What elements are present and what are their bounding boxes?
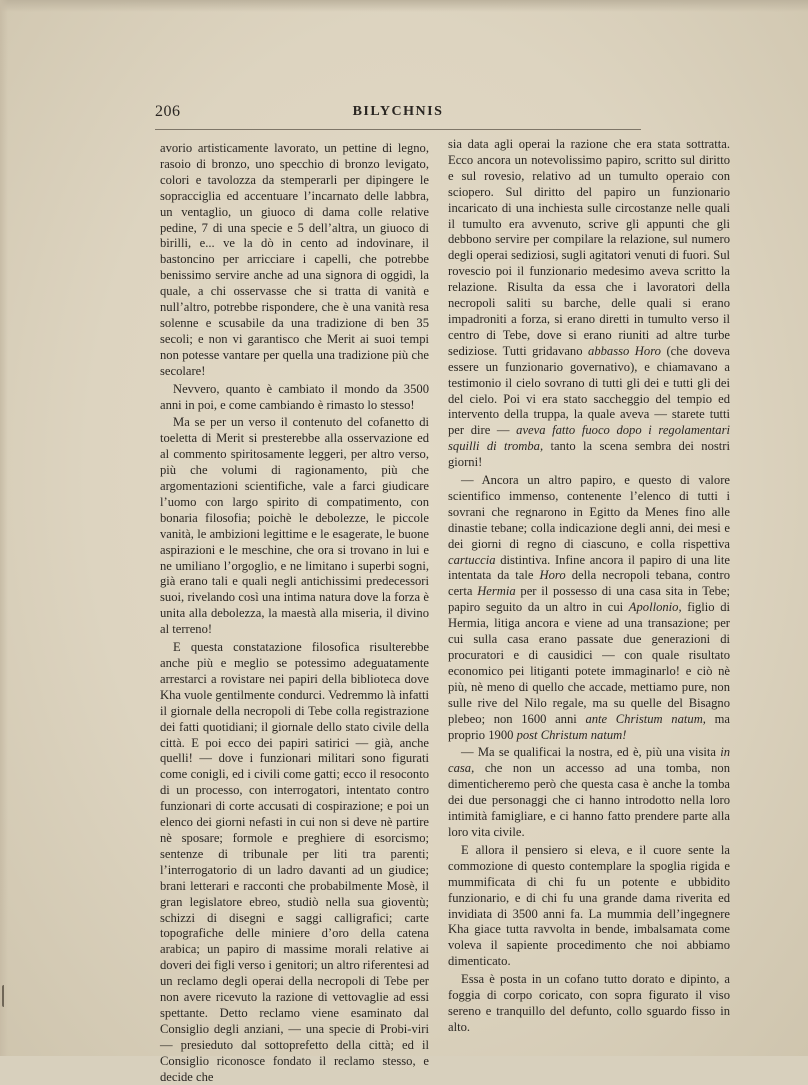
right-paragraph — [448, 972, 730, 1036]
binding-mark — [2, 985, 7, 1007]
text-run: per il possesso di una casa sita in Tebe; papiro seguito da un altro in cui — [448, 584, 730, 615]
text-run: Nevvero, quanto è cambiato il mondo da 3500 anni in poi, e come cambiando è rimasto lo stesso! — [160, 381, 429, 412]
text-run: E allora il pensiero si eleva, e il cuore sente la commozione di questo contemplare la spoglia rigida e mummificata di chi fu un potente e ubbidito funzionario, e di chi fu una grande dama riverita ed invidiata di 3500 anni fa. La mummia dell’ingegnere Kha giace tutta ravvolta in bende, imbalsamata come voleva il sapiente procedimento che noi abbiamo dimenticato. — [448, 842, 730, 969]
text-run: Essa è posta in un cofano tutto dorato e dipinto, a foggia di corpo coricato, con sopra figurato il viso sereno e tranquillo del defunto, collo sguardo fisso in alto. — [448, 972, 730, 1034]
italic-text: abbasso Horo — [588, 343, 661, 358]
page-top-edge — [0, 0, 808, 12]
text-run: avorio artisticamente lavorato, un pettine di legno, rasoio di bronzo, uno specchio di bronzo levigato, colori e tavolozza da stemperarli per dipingere le sopracciglia ed accentuare l’incarnato delle labbra, un ventaglio, un giuoco di dama colle relative pedine, 7 di una specie e 5 dell’altra, un giuoco di birilli, e... ve la dò in cento ad indovinare, il bastoncino per arricciare i capelli, che potrebbe benissimo servire anche ad una signora di oggidì, la quale, a chi osservasse che si tratta di vanità e null’altro, potrebbe rispondere, che è una vanità resa solenne e scusabile da una tradizione di ben 35 secoli; e non vi garantisco che Merit ai suoi tempi non potesse vantare per quella una tradizione più che secolare! — [160, 141, 429, 378]
text-run: tanto la scena sembra dei nostri giorni! — [448, 439, 730, 470]
text-run: che non un accesso ad una tomba, non dimenticheremo però che questa casa è anche la tomba dei due personaggi che ci hanno introdotto nella loro intimità famigliare, e ci hanno fatto prendere parte alla loro vita civile. — [448, 761, 730, 839]
running-header — [155, 103, 641, 130]
text-run: distintiva. Infine ancora il papiro di una lite intentata da tale — [448, 552, 730, 583]
right-paragraph — [448, 745, 730, 840]
text-run: Ma se per un verso il contenuto del cofanetto di toeletta di Merit si presterebbe alla osservazione ed al commento spiritosamente leggeri, per altro verso, più che volumi di ragionamento, più che argomentazioni scientifiche, vale a farci giudicare l’uomo con largo spirito di compatimento, con bonaria filosofia; poichè le debolezze, le piccole vanità, le ambizioni legittime e le esagerate, le buone aspirazioni e le meschine, che ora si trovano in lui e ne umiliano l’orgoglio, e ne limitano i superbi sogni, già erano tali e quali negli antichissimi predecessori suoi, rivelando così una intima natura dove la forza è unita alla debolezza, la maestà alla miseria, il divino al terreno! — [160, 415, 429, 637]
left-paragraph — [160, 415, 429, 638]
page-left-edge — [0, 0, 8, 1056]
text-run: sia data agli operai la razione che era stata sottratta. Ecco ancora un notevolissimo papiro, scritto sul diritto e sul rovesio, relativo ad un tumulto operaio con sciopero. Sul diritto del papiro un funzionario incaricato di una inchiesta sulle circostanze nelle quali il tumulto era avvenuto, scrive gli appunti che gli debbono servire per compilare la relazione, sul numero degli operai sediziosi, sugli agitatori venuti di fuori. Sul rovescio poi il funzionario medesimo aveva scritto la relazione. Risulta da essa che i lavoratori della necropoli saliti su barche, delle quali si erano impadroniti a forza, si erano diretti in tumulto verso il centro di Tebe, dove si erano riuniti ad altre turbe sediziose. Tutti gridavano — [448, 137, 730, 358]
right-paragraph — [448, 473, 730, 743]
right-paragraph — [448, 137, 730, 471]
italic-text: in casa, — [448, 745, 730, 776]
text-run: E questa constatazione filosofica risulterebbe anche più e meglio se potessimo adeguatamente arrestarci a rovistare nei papiri della biblioteca dove Kha vuole gentilmente condurci. Vedremmo là infatti il giornale della necropoli di Tebe colla registrazione dei fatti quotidiani; il giornale dello stato civile della città. E poi ecco dei papiri satirici — già, anche quelli! — dove i funzionari militari sono figurati come conigli, ed i civili come gatti; ecco il resoconto di un processo, con interrogatori, intentato contro funzionari di corte accusati di cospirazione; e poi un elenco dei giorni nefasti in cui non si deve nè partire nè sposare; formole e preghiere di esorcismo; sentenze di tribunale per liti tra parenti; l’interrogatorio di un ladro davanti ad un giudice; brani letterari e racconti che probabilmente Mosè, il gran legislatore ebreo, studiò nella sua gioventù; schizzi di disegni e saggi calligrafici; carte topografiche delle miniere d’oro della catena arabica; un papiro di massime morali relative ai doveri dei figli verso i genitori; un altro riferentesi ad un reclamo degli operai della necropoli di Tebe per non avere ricevuto la razione di vettovaglie ad essi spettante. Detto reclamo viene esaminato dal Consiglio degli anziani, — una specie di Probi-viri — presieduto dal sottoprefetto della città; ed il Consiglio riconosce fondato il reclamo stesso, e decide che — [160, 640, 429, 1084]
italic-text: cartuccia — [448, 552, 496, 567]
italic-text: Hermia — [477, 584, 516, 599]
text-run: — Ma se qualificai la nostra, ed è, più una visita — [461, 745, 721, 760]
left-text-column — [160, 141, 429, 1085]
running-title: BILYCHNIS — [352, 104, 444, 119]
text-run: (che doveva essere un funzionario governativo), e chiamavano a testimonio il cielo sovrano di tutti gli dei e tutti gli dei del cielo. Poi vi era stato saccheggio del tempio ed intervento della truppa, la quale aveva — starete tutti per dire — — [448, 343, 730, 438]
text-run: — Ancora un altro papiro, e questo di valore scientifico immenso, contenente l’elenco di tutti i sovrani che regnarono in Egitto da Menes fino alle dinastie tebane; colla indicazione degli anni, dei mesi e dei giorni di regno di ciascuno, e colla rispettiva — [448, 473, 730, 551]
left-paragraph — [160, 382, 429, 414]
left-paragraph — [160, 640, 429, 1085]
italic-text: aveva fatto fuoco dopo i regolamentari squilli di tromba, — [448, 423, 730, 454]
italic-text: Apollonio, — [628, 600, 682, 615]
italic-text: post Christum natum! — [516, 727, 627, 742]
left-paragraph — [160, 141, 429, 380]
text-run: figlio di Hermia, litiga ancora e viene ad una transazione; per cui sulla casa erano passate due generazioni di procuratori e di causidici — con quale risultato economico pei litiganti potete immaginarlo! e ciò nè più, nè meno di quello che accade, mettiamo pure, non sulle rive del Nilo regale, ma su quelle del Bisagno plebeo; non 1600 anni — [448, 600, 730, 726]
right-text-column — [448, 137, 730, 1036]
italic-text: ante Christum natum, — [585, 711, 706, 726]
page-number: 206 — [155, 103, 181, 120]
text-run: ma proprio 1900 — [448, 711, 730, 742]
text-run: della necropoli tebana, contro certa — [448, 568, 731, 599]
italic-text: Horo — [539, 568, 566, 583]
right-paragraph — [448, 843, 730, 970]
